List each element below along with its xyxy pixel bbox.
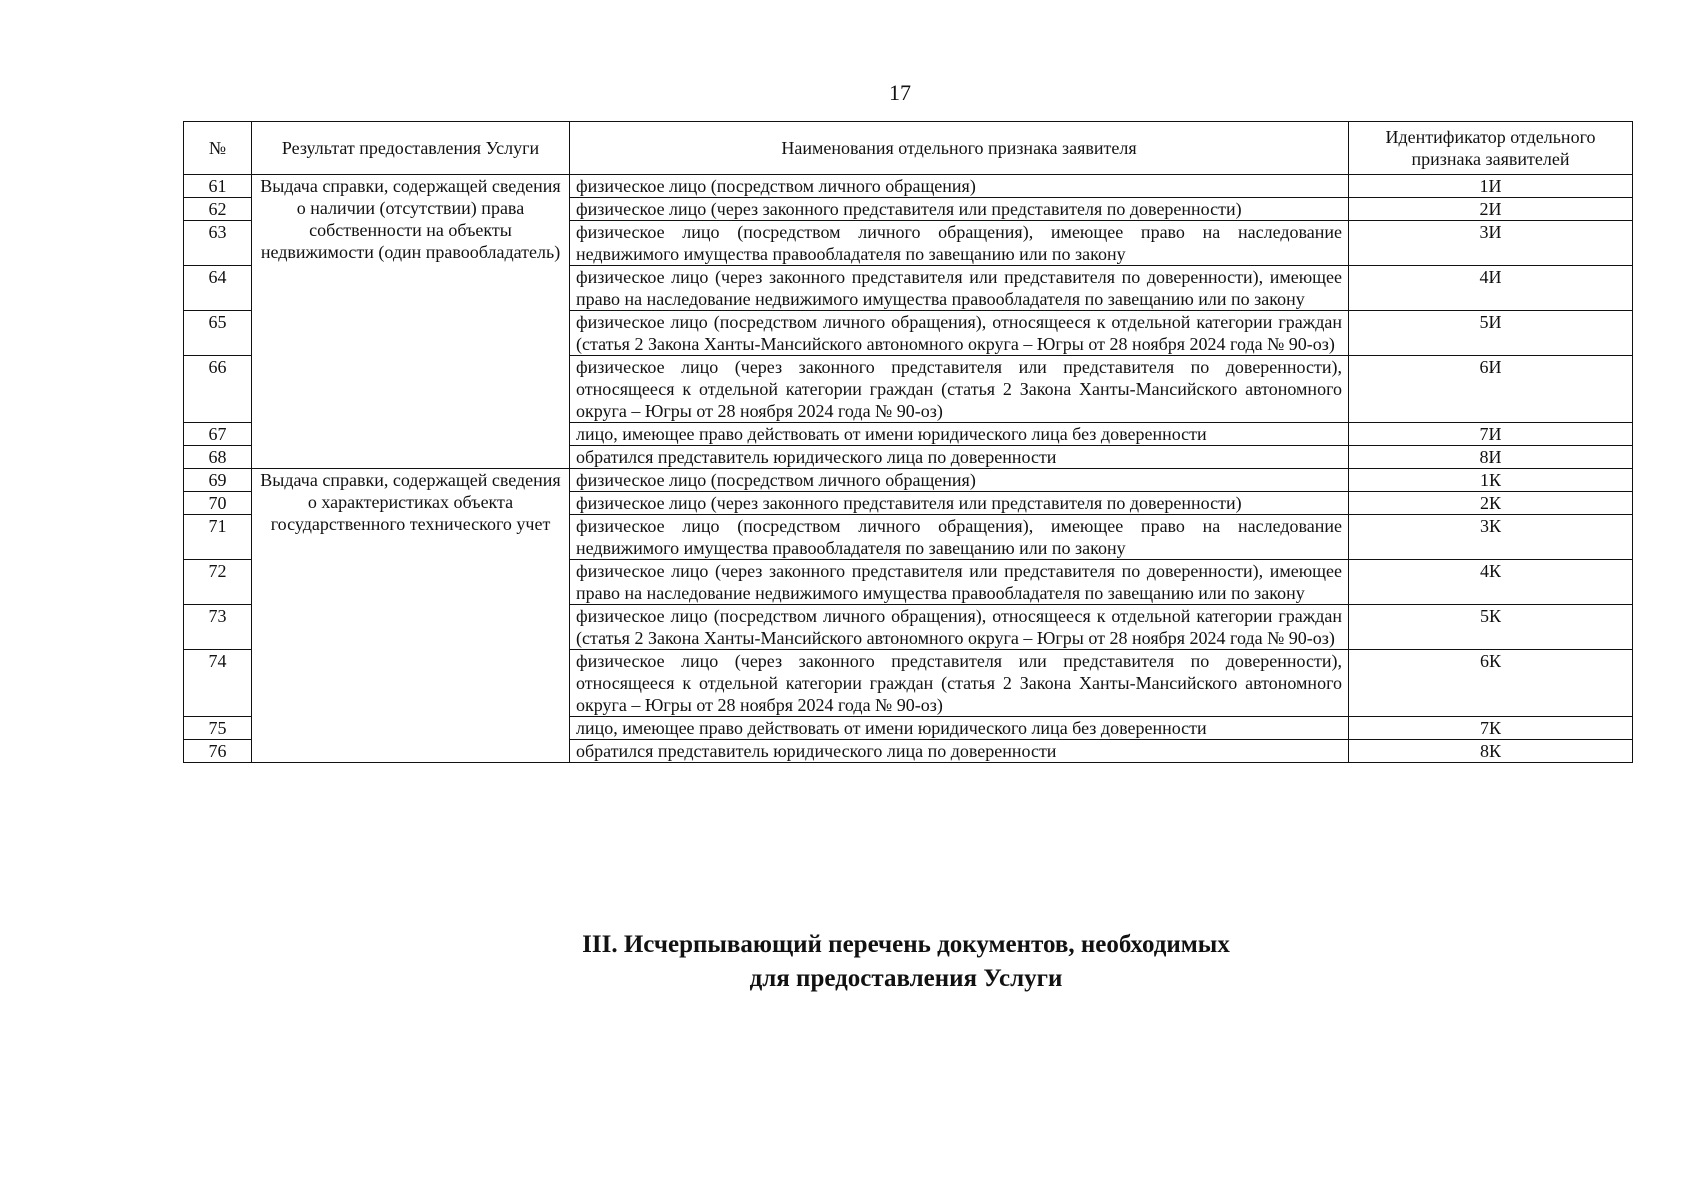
attribute-identifier: 3К — [1349, 515, 1633, 560]
table-header-row — [184, 122, 1633, 175]
applicant-attribute-name: физическое лицо (через законного представителя или представителя по доверенности) — [570, 492, 1349, 515]
row-number: 61 — [184, 175, 252, 198]
applicant-attribute-name: физическое лицо (посредством личного обращения) — [570, 175, 1349, 198]
row-number: 73 — [184, 605, 252, 650]
page-number: 17 — [889, 80, 911, 105]
applicant-attribute-name: обратился представитель юридического лица по доверенности — [570, 446, 1349, 469]
applicant-attribute-name: физическое лицо (посредством личного обращения), относящееся к отдельной категории граждан (статья 2 Закона Ханты-Мансийского автономного округа – Югры от 28 ноября 2024 года № 90-оз) — [570, 311, 1349, 356]
row-number: 70 — [184, 492, 252, 515]
attribute-identifier: 1И — [1349, 175, 1633, 198]
row-number: 71 — [184, 515, 252, 560]
header-result: Результат предоставления Услуги — [252, 122, 570, 175]
applicant-attribute-name: физическое лицо (через законного представителя или представителя по доверенности), имеющее право на наследование недвижимого имущества правообладателя по завещанию или по закону — [570, 560, 1349, 605]
table-row — [184, 175, 1633, 198]
applicant-attribute-name: лицо, имеющее право действовать от имени юридического лица без доверенности — [570, 423, 1349, 446]
section-heading — [0, 928, 1686, 996]
row-number: 62 — [184, 198, 252, 221]
applicant-attribute-name: физическое лицо (посредством личного обращения) — [570, 469, 1349, 492]
row-number: 74 — [184, 650, 252, 717]
attribute-identifier: 8К — [1349, 740, 1633, 763]
table-body — [184, 175, 1633, 763]
row-number: 69 — [184, 469, 252, 492]
applicant-attribute-name: физическое лицо (посредством личного обращения), относящееся к отдельной категории граждан (статья 2 Закона Ханты-Мансийского автономного округа – Югры от 28 ноября 2024 года № 90-оз) — [570, 605, 1349, 650]
applicant-attribute-name: физическое лицо (через законного представителя или представителя по доверенности), имеющее право на наследование недвижимого имущества правообладателя по завещанию или по закону — [570, 266, 1349, 311]
section-heading-line-1: III. Исчерпывающий перечень документов, необходимых — [582, 931, 1230, 958]
applicant-attribute-name: физическое лицо (посредством личного обращения), имеющее право на наследование недвижимого имущества правообладателя по завещанию или по закону — [570, 221, 1349, 266]
service-result: Выдача справки, содержащей сведения о наличии (отсутствии) права собственности на объекты недвижимости (один правообладатель) — [252, 175, 570, 469]
attribute-identifier: 3И — [1349, 221, 1633, 266]
applicant-attribute-name: физическое лицо (посредством личного обращения), имеющее право на наследование недвижимого имущества правообладателя по завещанию или по закону — [570, 515, 1349, 560]
header-id: Идентификатор отдельного признака заявителей — [1349, 122, 1633, 175]
applicant-attribute-name: лицо, имеющее право действовать от имени юридического лица без доверенности — [570, 717, 1349, 740]
applicant-attribute-name: физическое лицо (через законного представителя или представителя по доверенности), относящееся к отдельной категории граждан (статья 2 Закона Ханты-Мансийского автономного округа – Югры от 28 ноября 2024 года № 90-оз) — [570, 650, 1349, 717]
attribute-identifier: 5И — [1349, 311, 1633, 356]
applicant-attributes-table — [183, 121, 1633, 763]
attribute-identifier: 6И — [1349, 356, 1633, 423]
row-number: 67 — [184, 423, 252, 446]
row-number: 76 — [184, 740, 252, 763]
attribute-identifier: 2К — [1349, 492, 1633, 515]
section-heading-line-2: для предоставления Услуги — [749, 965, 1063, 992]
attribute-identifier: 4И — [1349, 266, 1633, 311]
row-number: 68 — [184, 446, 252, 469]
applicant-attribute-name: обратился представитель юридического лица по доверенности — [570, 740, 1349, 763]
applicant-attribute-name: физическое лицо (через законного представителя или представителя по доверенности) — [570, 198, 1349, 221]
table-row — [184, 469, 1633, 492]
attribute-identifier: 1К — [1349, 469, 1633, 492]
attribute-identifier: 5К — [1349, 605, 1633, 650]
attribute-identifier: 4К — [1349, 560, 1633, 605]
applicant-attribute-name: физическое лицо (через законного представителя или представителя по доверенности), относящееся к отдельной категории граждан (статья 2 Закона Ханты-Мансийского автономного округа – Югры от 28 ноября 2024 года № 90-оз) — [570, 356, 1349, 423]
header-num: № — [184, 122, 252, 175]
row-number: 64 — [184, 266, 252, 311]
row-number: 66 — [184, 356, 252, 423]
service-result: Выдача справки, содержащей сведения о характеристиках объекта государственного технического учет — [252, 469, 570, 763]
row-number: 72 — [184, 560, 252, 605]
attribute-identifier: 7К — [1349, 717, 1633, 740]
attribute-identifier: 7И — [1349, 423, 1633, 446]
attribute-identifier: 2И — [1349, 198, 1633, 221]
row-number: 63 — [184, 221, 252, 266]
header-name: Наименования отдельного признака заявителя — [570, 122, 1349, 175]
row-number: 65 — [184, 311, 252, 356]
row-number: 75 — [184, 717, 252, 740]
attribute-identifier: 6К — [1349, 650, 1633, 717]
attribute-identifier: 8И — [1349, 446, 1633, 469]
